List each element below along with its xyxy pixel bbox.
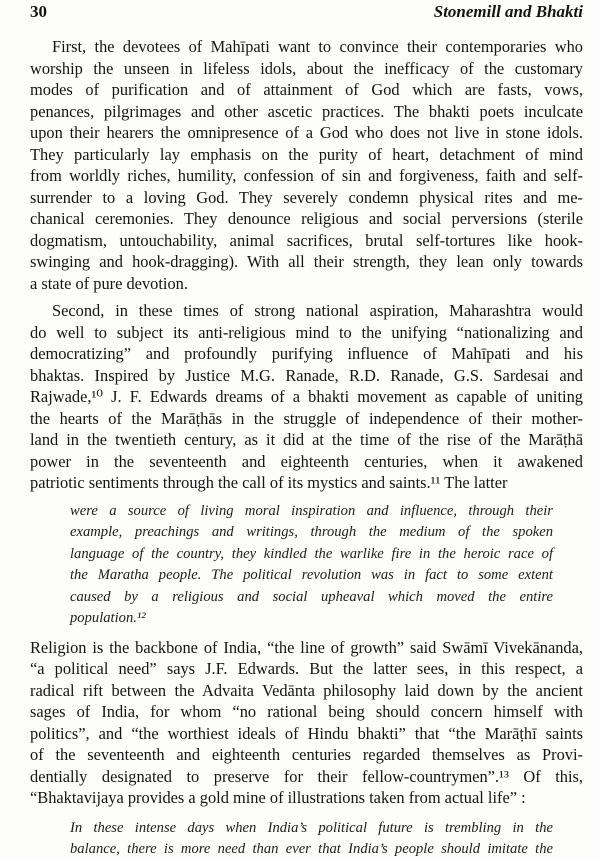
text-line: upon their hearers the omnipresence of a God who does not live in stone idols. bbox=[30, 123, 583, 142]
text-line: patriotic sentiments through the call of its mystics and saints.¹¹ The latter bbox=[30, 473, 508, 492]
text-line: “Bhaktavijaya provides a gold mine of illustrations taken from actual life” : bbox=[30, 788, 526, 807]
quote-line: population.¹² bbox=[70, 610, 146, 626]
text-line: do well to subject its anti-religious mind to the unifying “nationalizing and bbox=[30, 322, 583, 342]
paragraph-second bbox=[30, 300, 583, 494]
text-line: Religion is the backbone of India, “the line of growth” said Swāmī Vivekānanda, bbox=[30, 637, 583, 657]
text-line: sages of India, for whom “no rational being should concern himself with bbox=[30, 702, 583, 721]
text-line: penances, pilgrimages and other ascetic practices. The bhakti poets inculcate bbox=[30, 101, 583, 121]
paragraph-third bbox=[30, 637, 583, 809]
page-number: 30 bbox=[30, 2, 47, 21]
text-line: of the seventeenth and eighteenth centuries regarded themselves as Provi- bbox=[30, 745, 583, 764]
text-line: dogmatism, untouchability, animal sacrifices, brutal self-tortures like hook- bbox=[30, 230, 583, 250]
running-head: Stonemill and Bhakti bbox=[433, 2, 583, 21]
quote-line: were a source of living moral inspiration and influence, through their bbox=[70, 502, 553, 519]
text-line: a state of pure devotion. bbox=[30, 273, 188, 293]
text-line: the hearts of the Marāṭhās in the struggle of independence of their mother- bbox=[30, 408, 583, 428]
text-line: democratizing” and profoundly purifying influence of Mahīpati and his bbox=[30, 344, 583, 363]
block-quote bbox=[70, 501, 553, 630]
text-line: surrender to a loving God. They severely condemn physical rites and me- bbox=[30, 187, 583, 207]
quote-line: example, preachings and writings, through the medium of the spoken bbox=[70, 524, 553, 540]
text-line: First, the devotees of Mahīpati want to convince their contemporaries who bbox=[52, 37, 583, 56]
text-line: politics”, and “the worthiest ideals of Hindu bhakti” that “the Marāṭhī saints bbox=[30, 723, 583, 743]
text-line: modes of purification and of attainment of God which are fasts, vows, bbox=[30, 80, 583, 99]
page-header bbox=[30, 0, 583, 32]
text-line: from worldly riches, humility, confession of sin and forgiveness, faith and self- bbox=[30, 166, 583, 185]
text-line: chanical ceremonies. They denounce religious and social perversions (sterile bbox=[30, 209, 583, 228]
text-line: They particularly lay emphasis on the purity of heart, detachment of mind bbox=[30, 144, 583, 164]
paragraph-first bbox=[30, 36, 583, 294]
quote-line: language of the country, they kindled the warlike fire in the heroic race of bbox=[70, 545, 553, 562]
quote-line: balance, there is more need than ever that India’s people should imitate the bbox=[70, 841, 553, 857]
quote-line: caused by a religious and social upheaval which moved the entire bbox=[70, 588, 553, 605]
block-quote bbox=[70, 818, 553, 861]
text-line: bhaktas. Inspired by Justice M.G. Ranade, R.D. Ranade, G.S. Sardesai and bbox=[30, 365, 583, 385]
text-line: radical rift between the Advaita Vedānta philosophy laid down by the ancient bbox=[30, 680, 583, 700]
text-line: swinging and hook-dragging). With all their strength, they lean only towards bbox=[30, 252, 583, 271]
text-line: power in the seventeenth and eighteenth centuries, when it awakened bbox=[30, 451, 583, 471]
text-line: Rajwade,¹⁰ J. F. Edwards dreams of a bhakti movement as capable of uniting bbox=[30, 387, 583, 406]
text-line: Second, in these times of strong national aspiration, Maharashtra would bbox=[52, 301, 583, 320]
text-line: dentially designated to preserve for their fellow-countrymen”.¹³ Of this, bbox=[30, 766, 583, 786]
quote-line: In these intense days when India’s political future is trembling in the bbox=[70, 819, 553, 836]
text-line: “a political need” says J.F. Edwards. But the latter sees, in this respect, a bbox=[30, 659, 583, 678]
text-line: worship the unseen in lifeless idols, about the inefficacy of the customary bbox=[30, 58, 583, 78]
text-line: land in the twentieth century, as it did at the time of the rise of the Marāṭhā bbox=[30, 430, 583, 449]
quote-line: the Maratha people. The political revolution was in fact to some extent bbox=[70, 567, 553, 583]
